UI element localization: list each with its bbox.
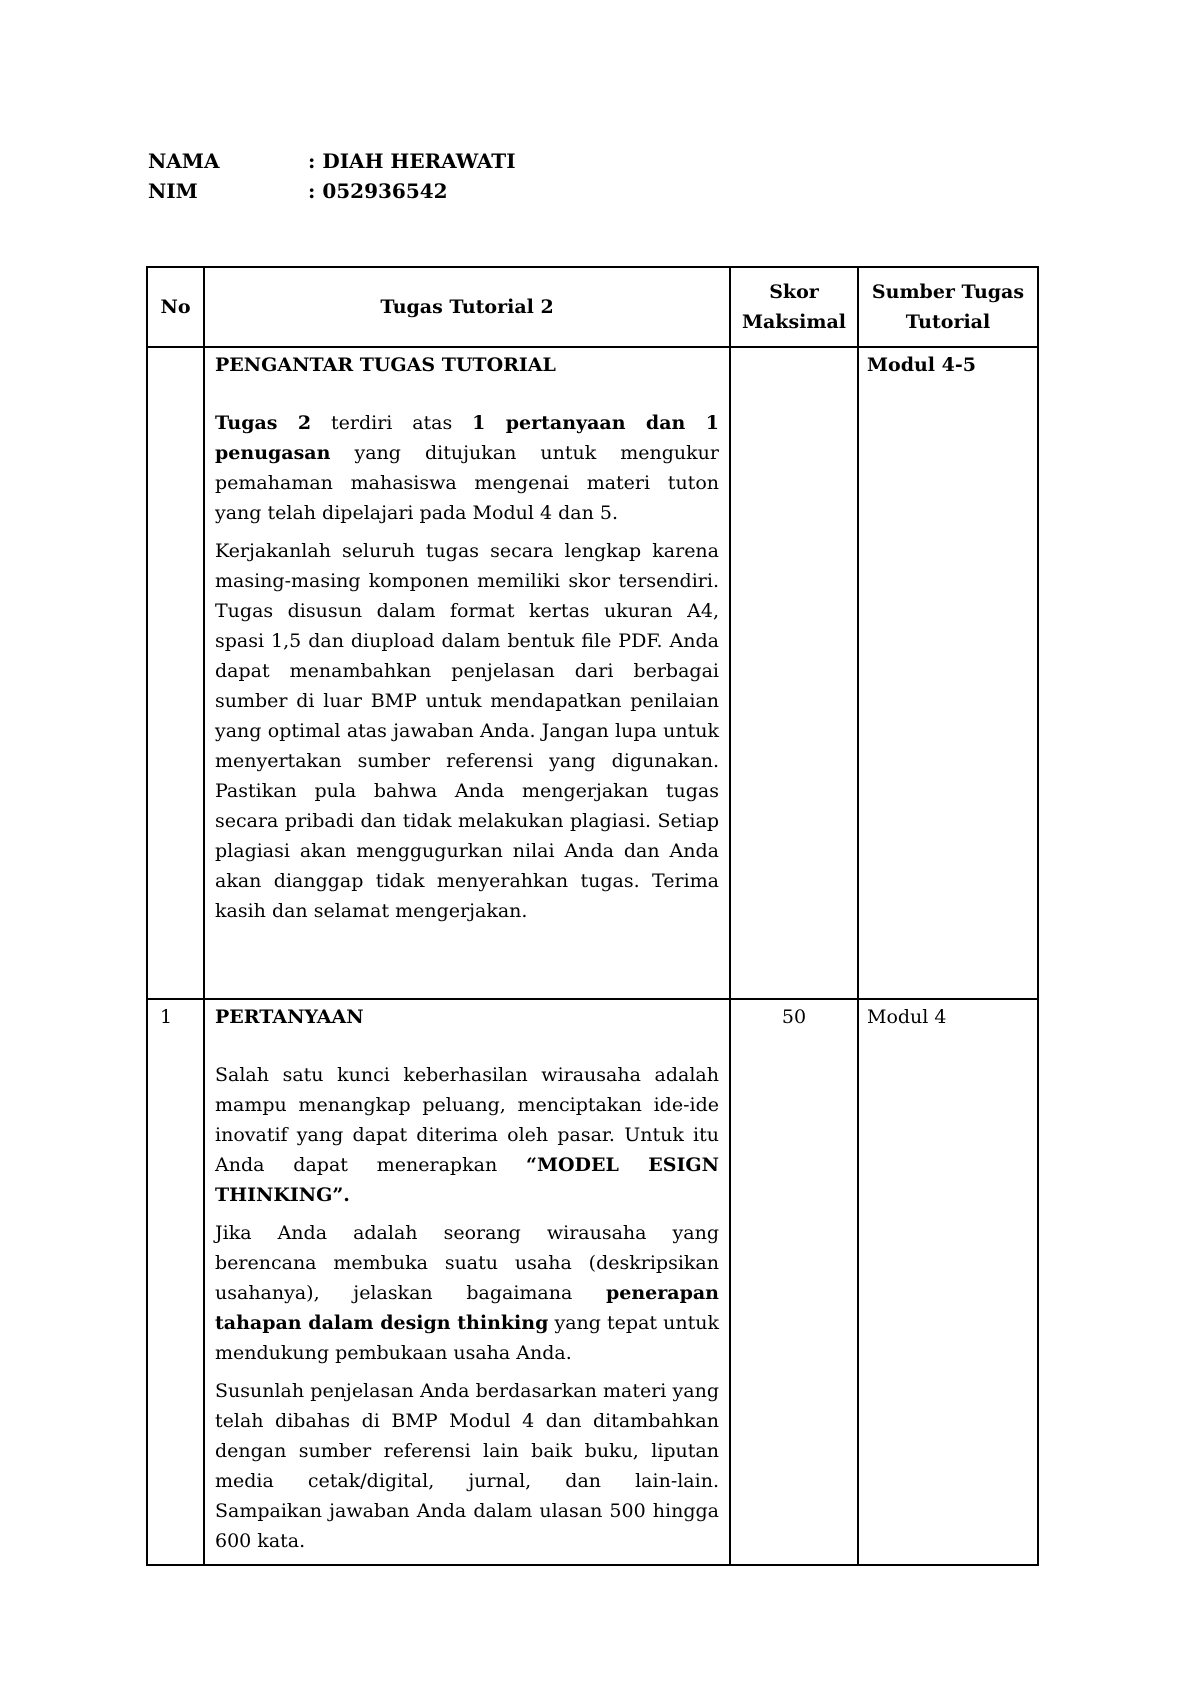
intro-p1-bold-2: 1 pertanyaan dan 1 penugasan bbox=[215, 412, 719, 464]
table-row-question-1 bbox=[147, 999, 1038, 1565]
nim-label: NIM bbox=[148, 179, 198, 203]
intro-paragraph-2: Kerjakanlah seluruh tugas secara lengkap karena masing-masing komponen memiliki skor tersendiri. Tugas disusun dalam format kertas ukuran A4, spasi 1,5 dan diupload dalam bentuk file PDF. Anda dapat menambahkan penjelasan dari berbagai sumber di luar BMP untuk mendapatkan penilaian yang optimal atas jawaban Anda. Jangan lupa untuk menyertakan sumber referensi yang digunakan. Pastikan pula bahwa Anda mengerjakan tugas secara pribadi dan tidak melakukan plagiasi. Setiap plagiasi akan menggugurkan nilai Anda dan Anda akan dianggap tidak menyerahkan tugas. Terima kasih dan selamat mengerjakan. bbox=[215, 540, 719, 922]
question-p2-text-2: yang tepat untuk mendukung pembukaan usaha Anda. bbox=[215, 1312, 719, 1364]
question-p1-bold-1: “MODEL ESIGN THINKING”. bbox=[215, 1154, 719, 1206]
intro-p1-text-2: yang ditujukan untuk mengukur pemahaman mahasiswa mengenai materi tuton yang telah dipelajari pada Modul 4 dan 5. bbox=[215, 442, 719, 524]
question-paragraph-2 bbox=[215, 1218, 719, 1368]
table-header-row bbox=[147, 267, 1038, 347]
question-score-cell: 50 bbox=[730, 999, 858, 1565]
intro-no-cell bbox=[147, 347, 204, 999]
nim-value: : 052936542 bbox=[308, 179, 448, 203]
question-heading: PERTANYAAN bbox=[215, 1006, 364, 1028]
question-paragraph-1 bbox=[215, 1060, 719, 1210]
intro-p1-bold-1: Tugas 2 bbox=[215, 412, 312, 434]
intro-paragraph-1 bbox=[215, 408, 719, 528]
intro-task-cell bbox=[204, 347, 730, 999]
question-paragraph-3: Susunlah penjelasan Anda berdasarkan materi yang telah dibahas di BMP Modul 4 dan ditambahkan dengan sumber referensi lain baik buku, liputan media cetak/digital, jurnal, dan lain-lain. Sampaikan jawaban Anda dalam ulasan 500 hingga 600 kata. bbox=[215, 1380, 719, 1552]
name-row bbox=[148, 146, 516, 176]
table-row-intro bbox=[147, 347, 1038, 999]
name-label: NAMA bbox=[148, 149, 220, 173]
header-source: Sumber Tugas Tutorial bbox=[858, 267, 1038, 347]
assignment-table bbox=[146, 266, 1039, 1566]
question-p2-text-1: Jika Anda adalah seorang wirausaha yang berencana membuka suatu usaha (deskripsikan usahanya), jelaskan bagaimana bbox=[215, 1222, 719, 1304]
question-source-cell: Modul 4 bbox=[858, 999, 1038, 1565]
nim-row bbox=[148, 176, 516, 206]
question-p2-bold-1: penerapan tahapan dalam design thinking bbox=[215, 1282, 719, 1334]
question-no-cell: 1 bbox=[147, 999, 204, 1565]
header-task: Tugas Tutorial 2 bbox=[204, 267, 730, 347]
student-identity bbox=[148, 146, 516, 206]
header-no: No bbox=[147, 267, 204, 347]
name-value: : DIAH HERAWATI bbox=[308, 149, 516, 173]
header-score: Skor Maksimal bbox=[730, 267, 858, 347]
intro-heading: PENGANTAR TUGAS TUTORIAL bbox=[215, 354, 556, 376]
question-task-cell bbox=[204, 999, 730, 1565]
intro-source-cell: Modul 4-5 bbox=[858, 347, 1038, 999]
question-p1-text-1: Salah satu kunci keberhasilan wirausaha adalah mampu menangkap peluang, menciptakan ide-ide inovatif yang dapat diterima oleh pasar. Untuk itu Anda dapat menerapkan bbox=[215, 1064, 719, 1176]
intro-p1-text-1: terdiri atas bbox=[311, 412, 473, 434]
intro-score-cell bbox=[730, 347, 858, 999]
